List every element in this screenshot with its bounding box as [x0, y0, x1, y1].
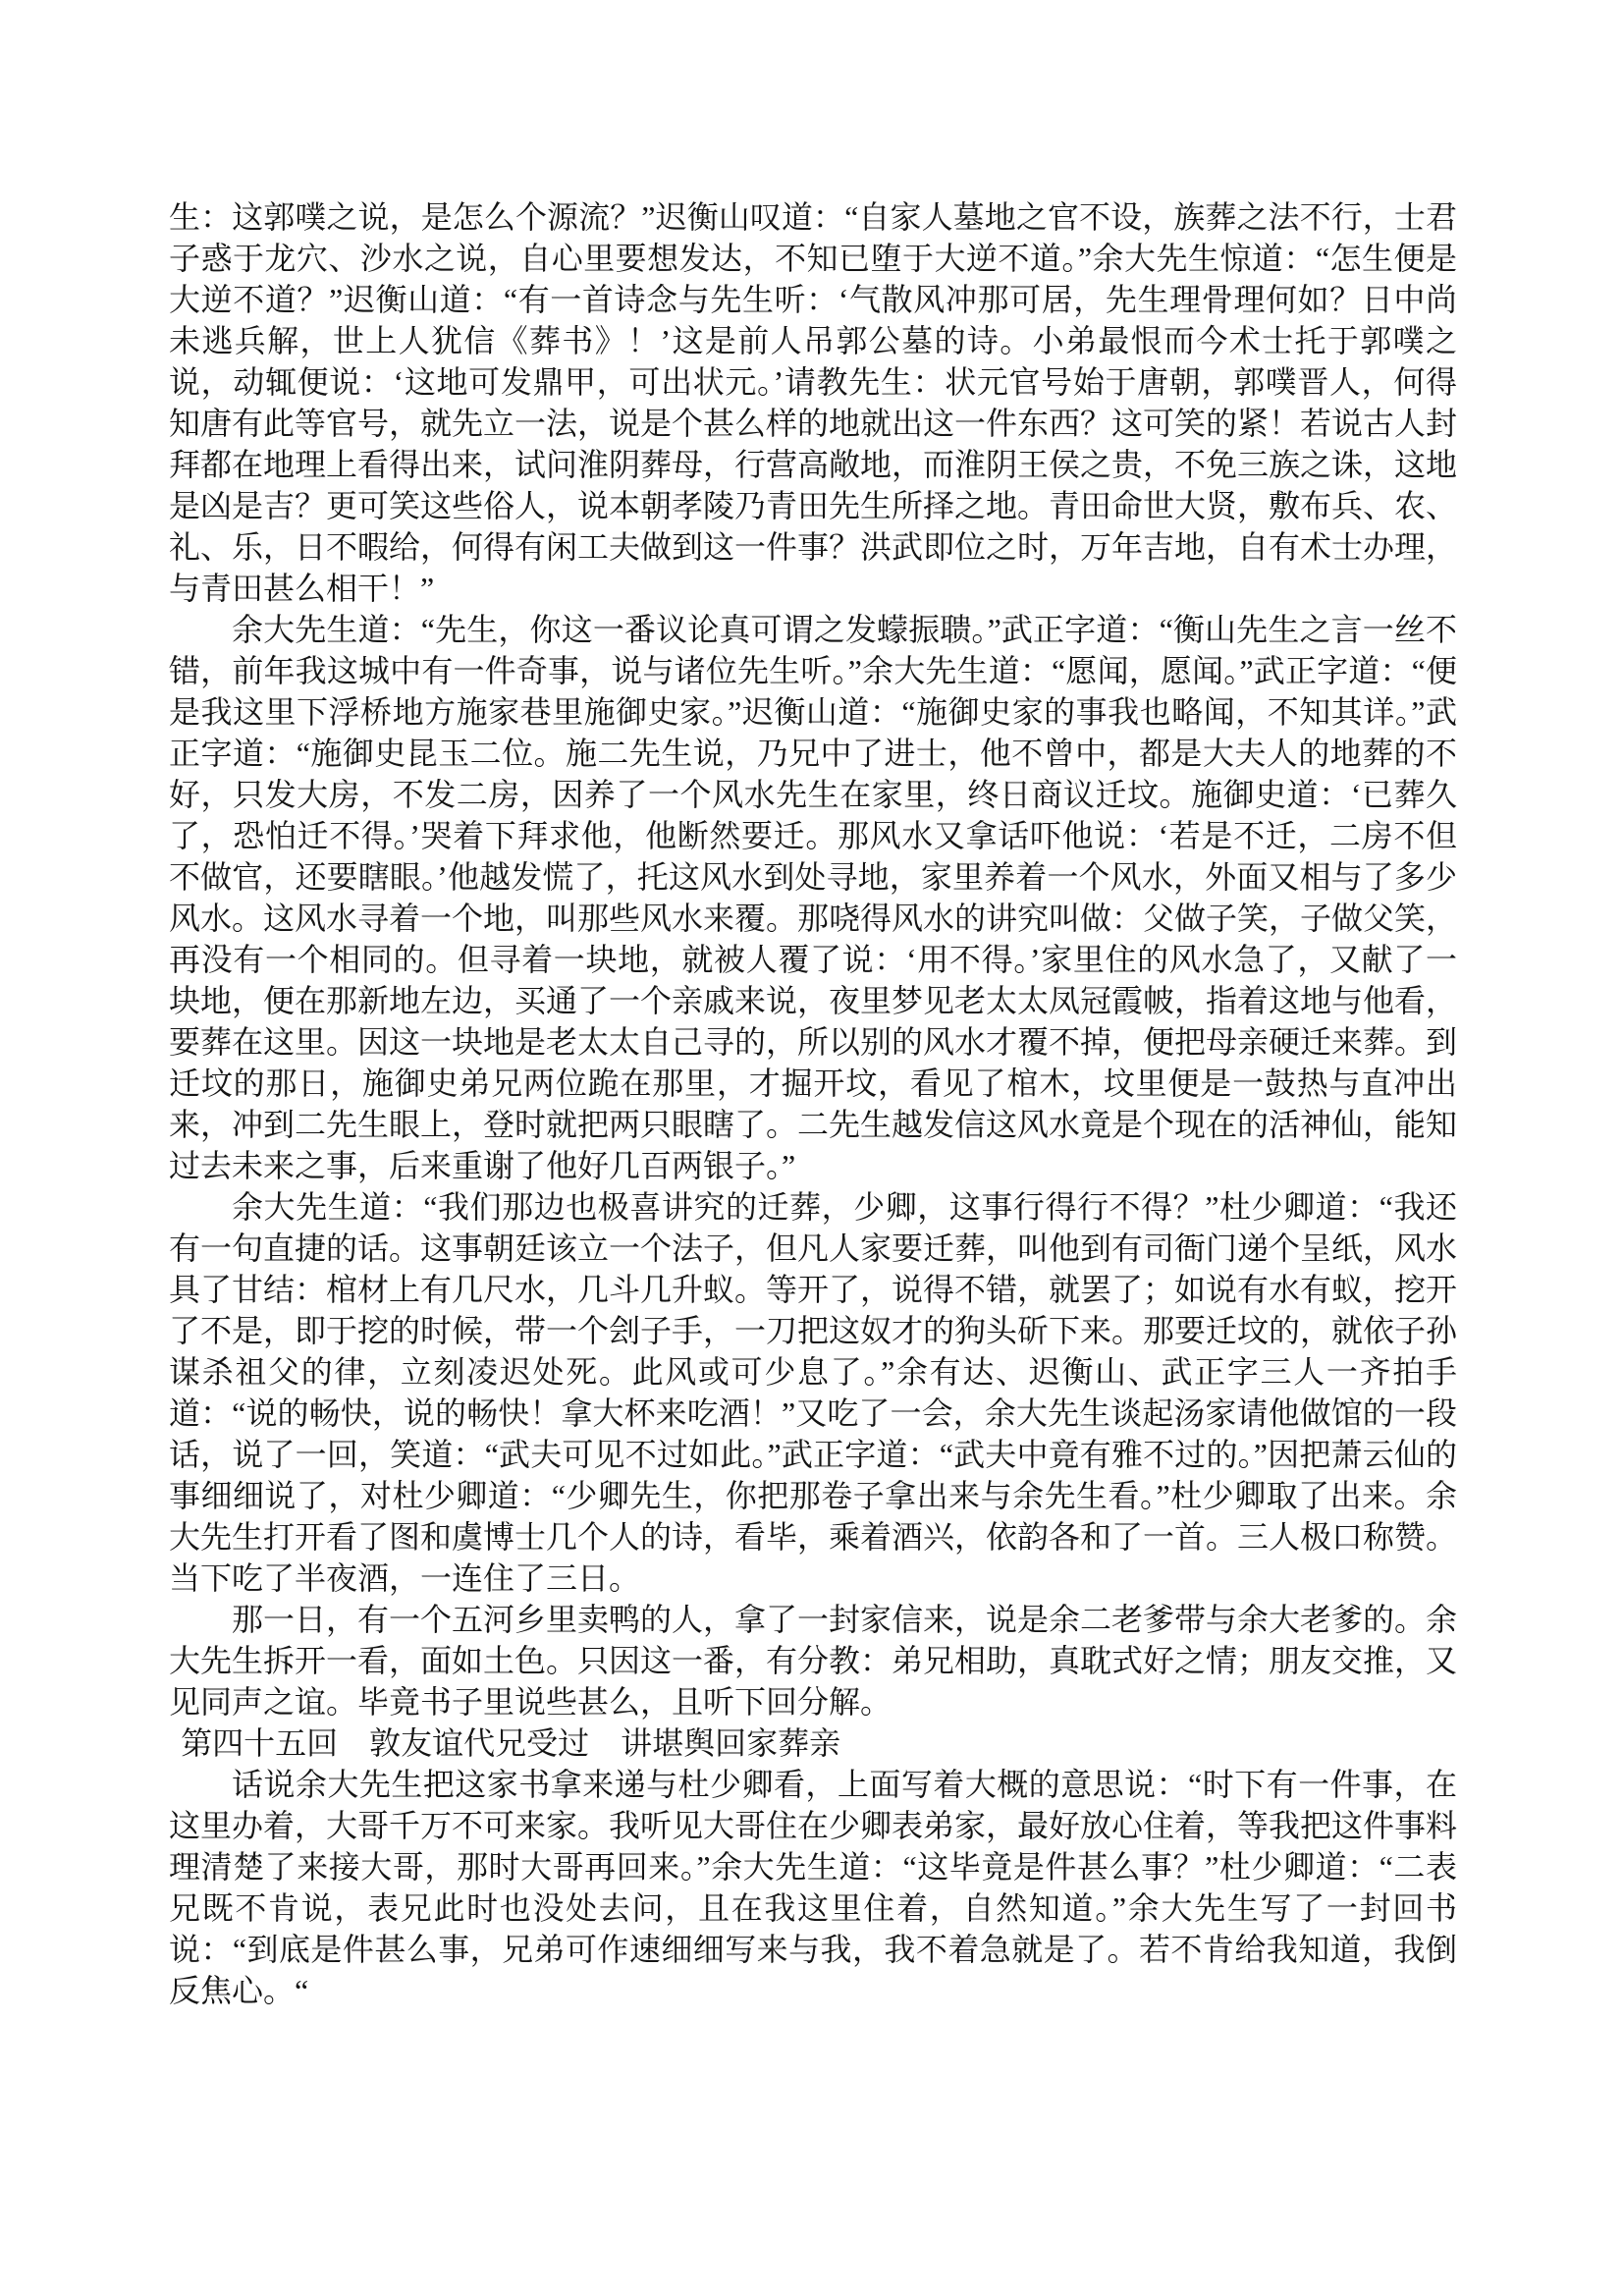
text-block	[169, 196, 1457, 2011]
paragraph-continuation: 生：这郭噗之说，是怎么个源流？”迟衡山叹道：“自家人墓地之官不设，族葬之法不行，士君子惑于龙穴、沙水之说，自心里要想发达，不知已堕于大逆不道。”余大先生惊道：“怎生便是大逆不道？”迟衡山道：“有一首诗念与先生听：‘气散风冲那可居，先生理骨理何如？日中尚未逃兵解，世上人犹信《葬书》！’这是前人吊郭公墓的诗。小弟最恨而今术士托于郭噗之说，动辄便说：‘这地可发鼎甲，可出状元。’请教先生：状元官号始于唐朝，郭噗晋人，何得知唐有此等官号，就先立一法，说是个甚么样的地就出这一件东西？这可笑的紧！若说古人封拜都在地理上看得出来，试问淮阴葬母，行营高敞地，而淮阴王侯之贵，不免三族之诛，这地是凶是吉？更可笑这些俗人，说本朝孝陵乃青田先生所择之地。青田命世大贤，敷布兵、农、礼、乐，日不暇给，何得有闲工夫做到这一件事？洪武即位之时，万年吉地，自有术士办理，与青田甚么相干！”	[169, 199, 1458, 606]
paragraph: 余大先生道：“我们那边也极喜讲究的迁葬，少卿，这事行得行不得？”杜少卿道：“我还有一句直捷的话。这事朝廷该立一个法子，但凡人家要迁葬，叫他到有司衙门递个呈纸，风水具了甘结：棺材上有几尺水，几斗几升蚁。等开了，说得不错，就罢了；如说有水有蚁，挖开了不是，即于挖的时候，带一个刽子手，一刀把这奴才的狗头斫下来。那要迁坟的，就依子孙谋杀祖父的律，立刻凌迟处死。此风或可少息了。”余有达、迟衡山、武正字三人一齐拍手道：“说的畅快，说的畅快！拿大杯来吃酒！”又吃了一会，余大先生谈起汤家请他做馆的一段话，说了一回，笑道：“武夫可见不过如此。”武正字道：“武夫中竟有雅不过的。”因把萧云仙的事细细说了，对杜少卿道：“少卿先生，你把那卷子拿出来与余先生看。”杜少卿取了出来。余大先生打开看了图和虞博士几个人的诗，看毕，乘着酒兴，依韵各和了一首。三人极口称赞。当下吃了半夜酒，一连住了三日。	[169, 1189, 1458, 1596]
paragraph: 话说余大先生把这家书拿来递与杜少卿看，上面写着大概的意思说：“时下有一件事，在这里办着，大哥千万不可来家。我听见大哥住在少卿表弟家，最好放心住着，等我把这件事料理清楚了来接大哥，那时大哥再回来。”余大先生道：“这毕竟是件甚么事？”杜少卿道：“二表兄既不肯说，表兄此时也没处去问，且在我这里住着，自然知道。”余大先生写了一封回书说：“到底是件甚么事，兄弟可作速细细写来与我，我不着急就是了。若不肯给我知道，我倒反焦心。“	[169, 1767, 1458, 2008]
chapter-heading: 第四十五回 敦友谊代兄受过 讲堪舆回家葬亲	[181, 1725, 841, 1761]
paragraph: 那一日，有一个五河乡里卖鸭的人，拿了一封家信来，说是余二老爹带与余大老爹的。余大先生拆开一看，面如土色。只因这一番，有分教：弟兄相助，真耽式好之情；朋友交推，又见同声之谊。毕竟书子里说些甚么，且听下回分解。	[169, 1602, 1458, 1720]
paragraph: 余大先生道：“先生，你这一番议论真可谓之发蠓振聩。”武正字道：“衡山先生之言一丝不错，前年我这城中有一件奇事，说与诸位先生听。”余大先生道：“愿闻，愿闻。”武正字道：“便是我这里下浮桥地方施家巷里施御史家。”迟衡山道：“施御史家的事我也略闻，不知其详。”武正字道：“施御史昆玉二位。施二先生说，乃兄中了进士，他不曾中，都是大夫人的地葬的不好，只发大房，不发二房，因养了一个风水先生在家里，终日商议迁坟。施御史道：‘已葬久了，恐怕迁不得。’哭着下拜求他，他断然要迁。那风水又拿话吓他说：‘若是不迁，二房不但不做官，还要瞎眼。’他越发慌了，托这风水到处寻地，家里养着一个风水，外面又相与了多少风水。这风水寻着一个地，叫那些风水来覆。那哓得风水的讲究叫做：父做子笑，子做父笑，再没有一个相同的。但寻着一块地，就被人覆了说：‘用不得。’家里住的风水急了，又献了一块地，便在那新地左边，买通了一个亲戚来说，夜里梦见老太太凤冠霞帔，指着这地与他看，要葬在这里。因这一块地是老太太自己寻的，所以别的风水才覆不掉，便把母亲硬迁来葬。到迁坟的那日，施御史弟兄两位跪在那里，才掘开坟，看见了棺木，坟里便是一鼓热与直冲出来，冲到二先生眼上，登时就把两只眼瞎了。二先生越发信这风水竟是个现在的活神仙，能知过去未来之事，后来重谢了他好几百两银子。”	[169, 612, 1458, 1183]
